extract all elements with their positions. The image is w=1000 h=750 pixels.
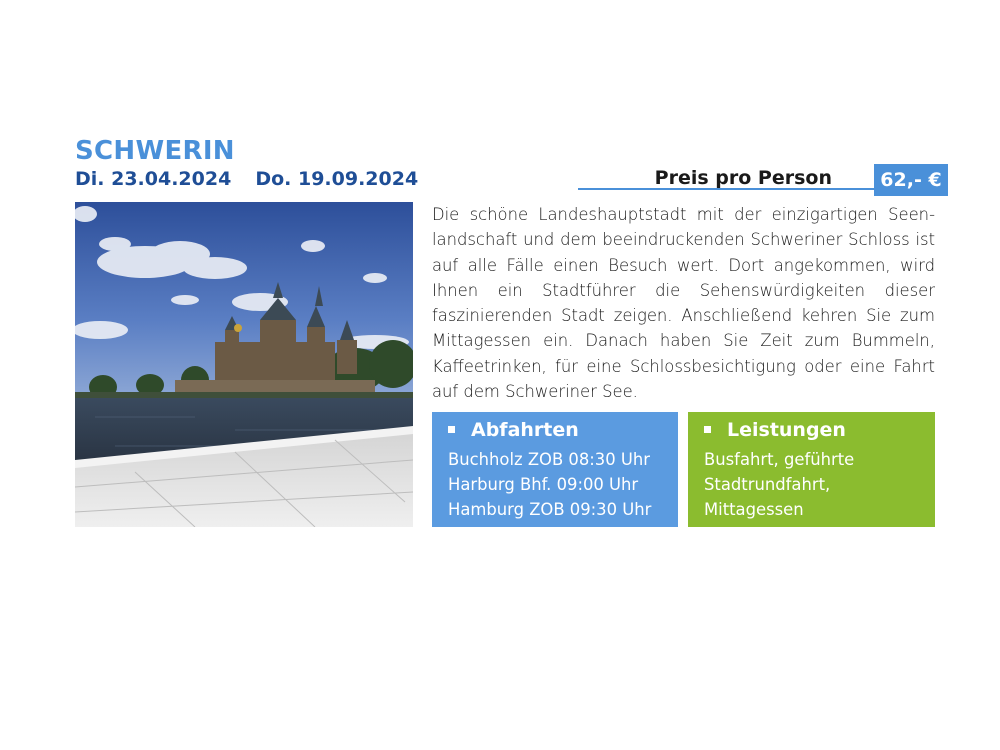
departure-item: Hamburg ZOB 09:30 Uhr bbox=[448, 500, 652, 519]
price-badge: 62,- € bbox=[874, 164, 948, 196]
service-item: Busfahrt, geführte bbox=[704, 450, 855, 469]
departure-item: Buchholz ZOB 08:30 Uhr bbox=[448, 450, 650, 469]
bullet-square-icon bbox=[448, 426, 455, 433]
service-item: Stadtrundfahrt, bbox=[704, 475, 831, 494]
service-item: Mittagessen bbox=[704, 500, 804, 519]
date-first: Di. 23.04.2024 bbox=[75, 168, 232, 190]
date-second: Do. 19.09.2024 bbox=[255, 168, 419, 190]
castle-photo bbox=[75, 202, 413, 527]
services-heading bbox=[704, 419, 925, 441]
trip-dates bbox=[75, 168, 418, 190]
price-label: Preis pro Person bbox=[654, 167, 832, 189]
trip-title: SCHWERIN bbox=[75, 136, 235, 166]
departure-item: Harburg Bhf. 09:00 Uhr bbox=[448, 475, 639, 494]
departures-heading bbox=[448, 419, 668, 441]
services-box bbox=[688, 412, 935, 527]
departures-box bbox=[432, 412, 678, 527]
departures-heading-text: Abfahrten bbox=[471, 419, 579, 441]
trip-description: Die schöne Landeshauptstadt mit der einzigartigen Seenlandschaft und dem beeindruckenden Schweriner Schloss ist auf alle Fälle einen Besuch wert. Dort angekommen, wird Ihnen ein Stadtführer die Sehenswürdigkeiten dieser faszinierenden Stadt zeigen. Anschließend kehren Sie zum Mittagessen ein. Danach haben Sie Zeit zum Bummeln, Kaffeetrinken, für eine Schlossbesichtigung oder eine Fahrt auf dem Schweriner See. bbox=[432, 205, 935, 402]
bullet-square-icon bbox=[704, 426, 711, 433]
services-heading-text: Leistungen bbox=[727, 419, 846, 441]
